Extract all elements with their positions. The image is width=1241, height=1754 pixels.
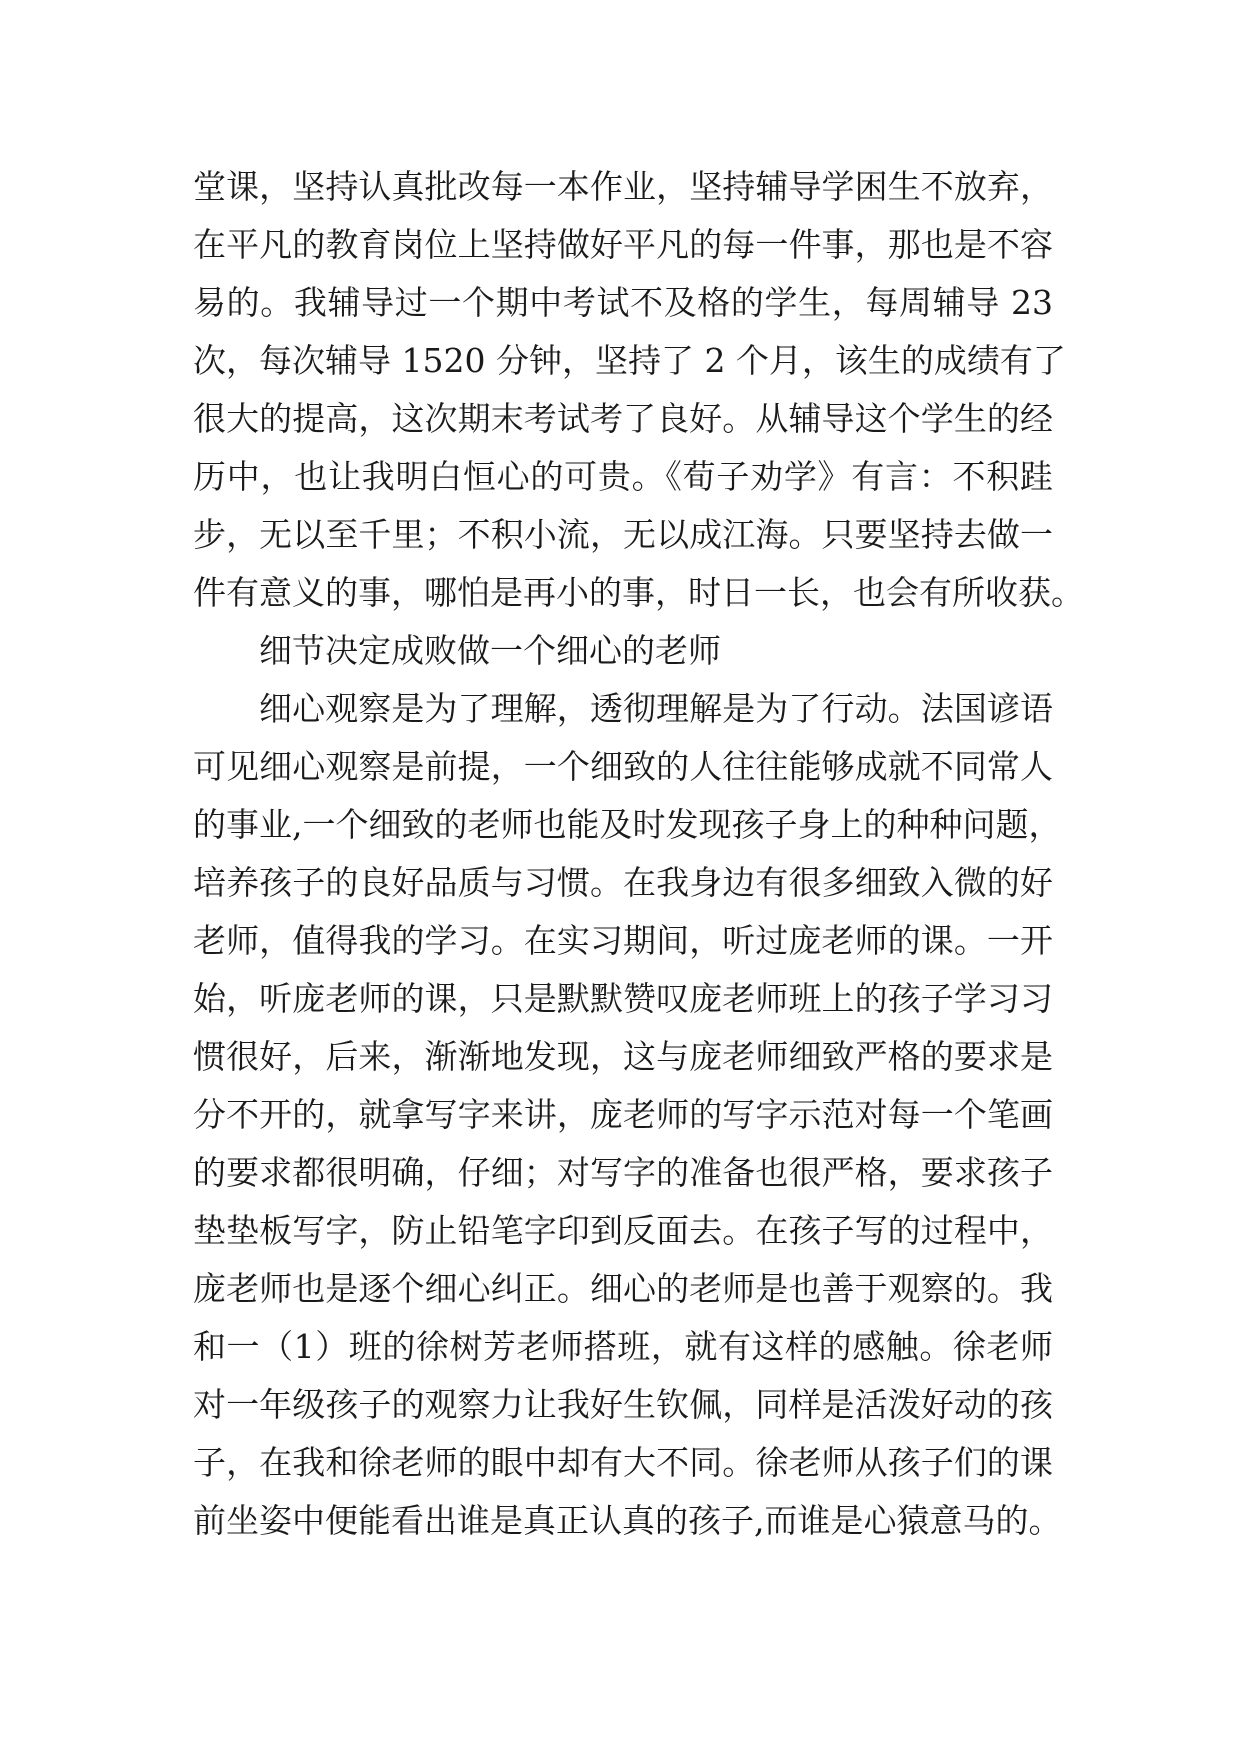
paragraph-line: 件有意义的事，哪怕是再小的事，时日一长，也会有所收获。 (193, 573, 1084, 612)
paragraph-line: 垫垫板写字，防止铅笔字印到反面去。在孩子写的过程中， (193, 1211, 1053, 1250)
paragraph-line: 庞老师也是逐个细心纠正。细心的老师是也善于观察的。我 (193, 1269, 1053, 1308)
paragraph-line: 很大的提高，这次期末考试考了良好。从辅导这个学生的经 (193, 399, 1053, 438)
paragraph-line: 对一年级孩子的观察力让我好生钦佩，同样是活泼好动的孩 (193, 1385, 1053, 1424)
paragraph-line: 历中，也让我明白恒心的可贵。《荀子劝学》有言：不积跬 (193, 457, 1053, 496)
paragraph-line: 惯很好，后来，渐渐地发现，这与庞老师细致严格的要求是 (193, 1037, 1053, 1076)
paragraph-line: 始，听庞老师的课，只是默默赞叹庞老师班上的孩子学习习 (193, 979, 1053, 1018)
paragraph-line: 步，无以至千里；不积小流，无以成江海。只要坚持去做一 (193, 515, 1053, 554)
paragraph-line: 老师，值得我的学习。在实习期间，听过庞老师的课。一开 (193, 921, 1053, 960)
paragraph-line: 易的。我辅导过一个期中考试不及格的学生，每周辅导 23 (193, 283, 1053, 322)
paragraph-line: 在平凡的教育岗位上坚持做好平凡的每一件事，那也是不容 (193, 225, 1053, 264)
paragraph-line: 的事业,一个细致的老师也能及时发现孩子身上的种种问题， (193, 805, 1062, 844)
paragraph-line: 可见细心观察是前提，一个细致的人往往能够成就不同常人 (193, 747, 1053, 786)
paragraph-line: 次，每次辅导 1520 分钟，坚持了 2 个月，该生的成绩有了 (193, 341, 1066, 380)
paragraph-line: 分不开的，就拿写字来讲，庞老师的写字示范对每一个笔画 (193, 1095, 1053, 1134)
paragraph-line: 堂课，坚持认真批改每一本作业，坚持辅导学困生不放弃， (193, 167, 1053, 206)
paragraph-line: 培养孩子的良好品质与习惯。在我身边有很多细致入微的好 (193, 863, 1053, 902)
paragraph-line: 子，在我和徐老师的眼中却有大不同。徐老师从孩子们的课 (193, 1443, 1053, 1482)
paragraph-line: 的要求都很明确，仔细；对写字的准备也很严格，要求孩子 (193, 1153, 1053, 1192)
body-text (193, 158, 1084, 1550)
section-heading: 细节决定成败做一个细心的老师 (259, 631, 721, 670)
paragraph-line: 前坐姿中便能看出谁是真正认真的孩子,而谁是心猿意马的。 (193, 1501, 1062, 1540)
paragraph-line: 细心观察是为了理解，透彻理解是为了行动。法国谚语 (259, 689, 1053, 728)
paragraph-line: 和一（1）班的徐树芳老师搭班，就有这样的感触。徐老师 (193, 1327, 1053, 1366)
